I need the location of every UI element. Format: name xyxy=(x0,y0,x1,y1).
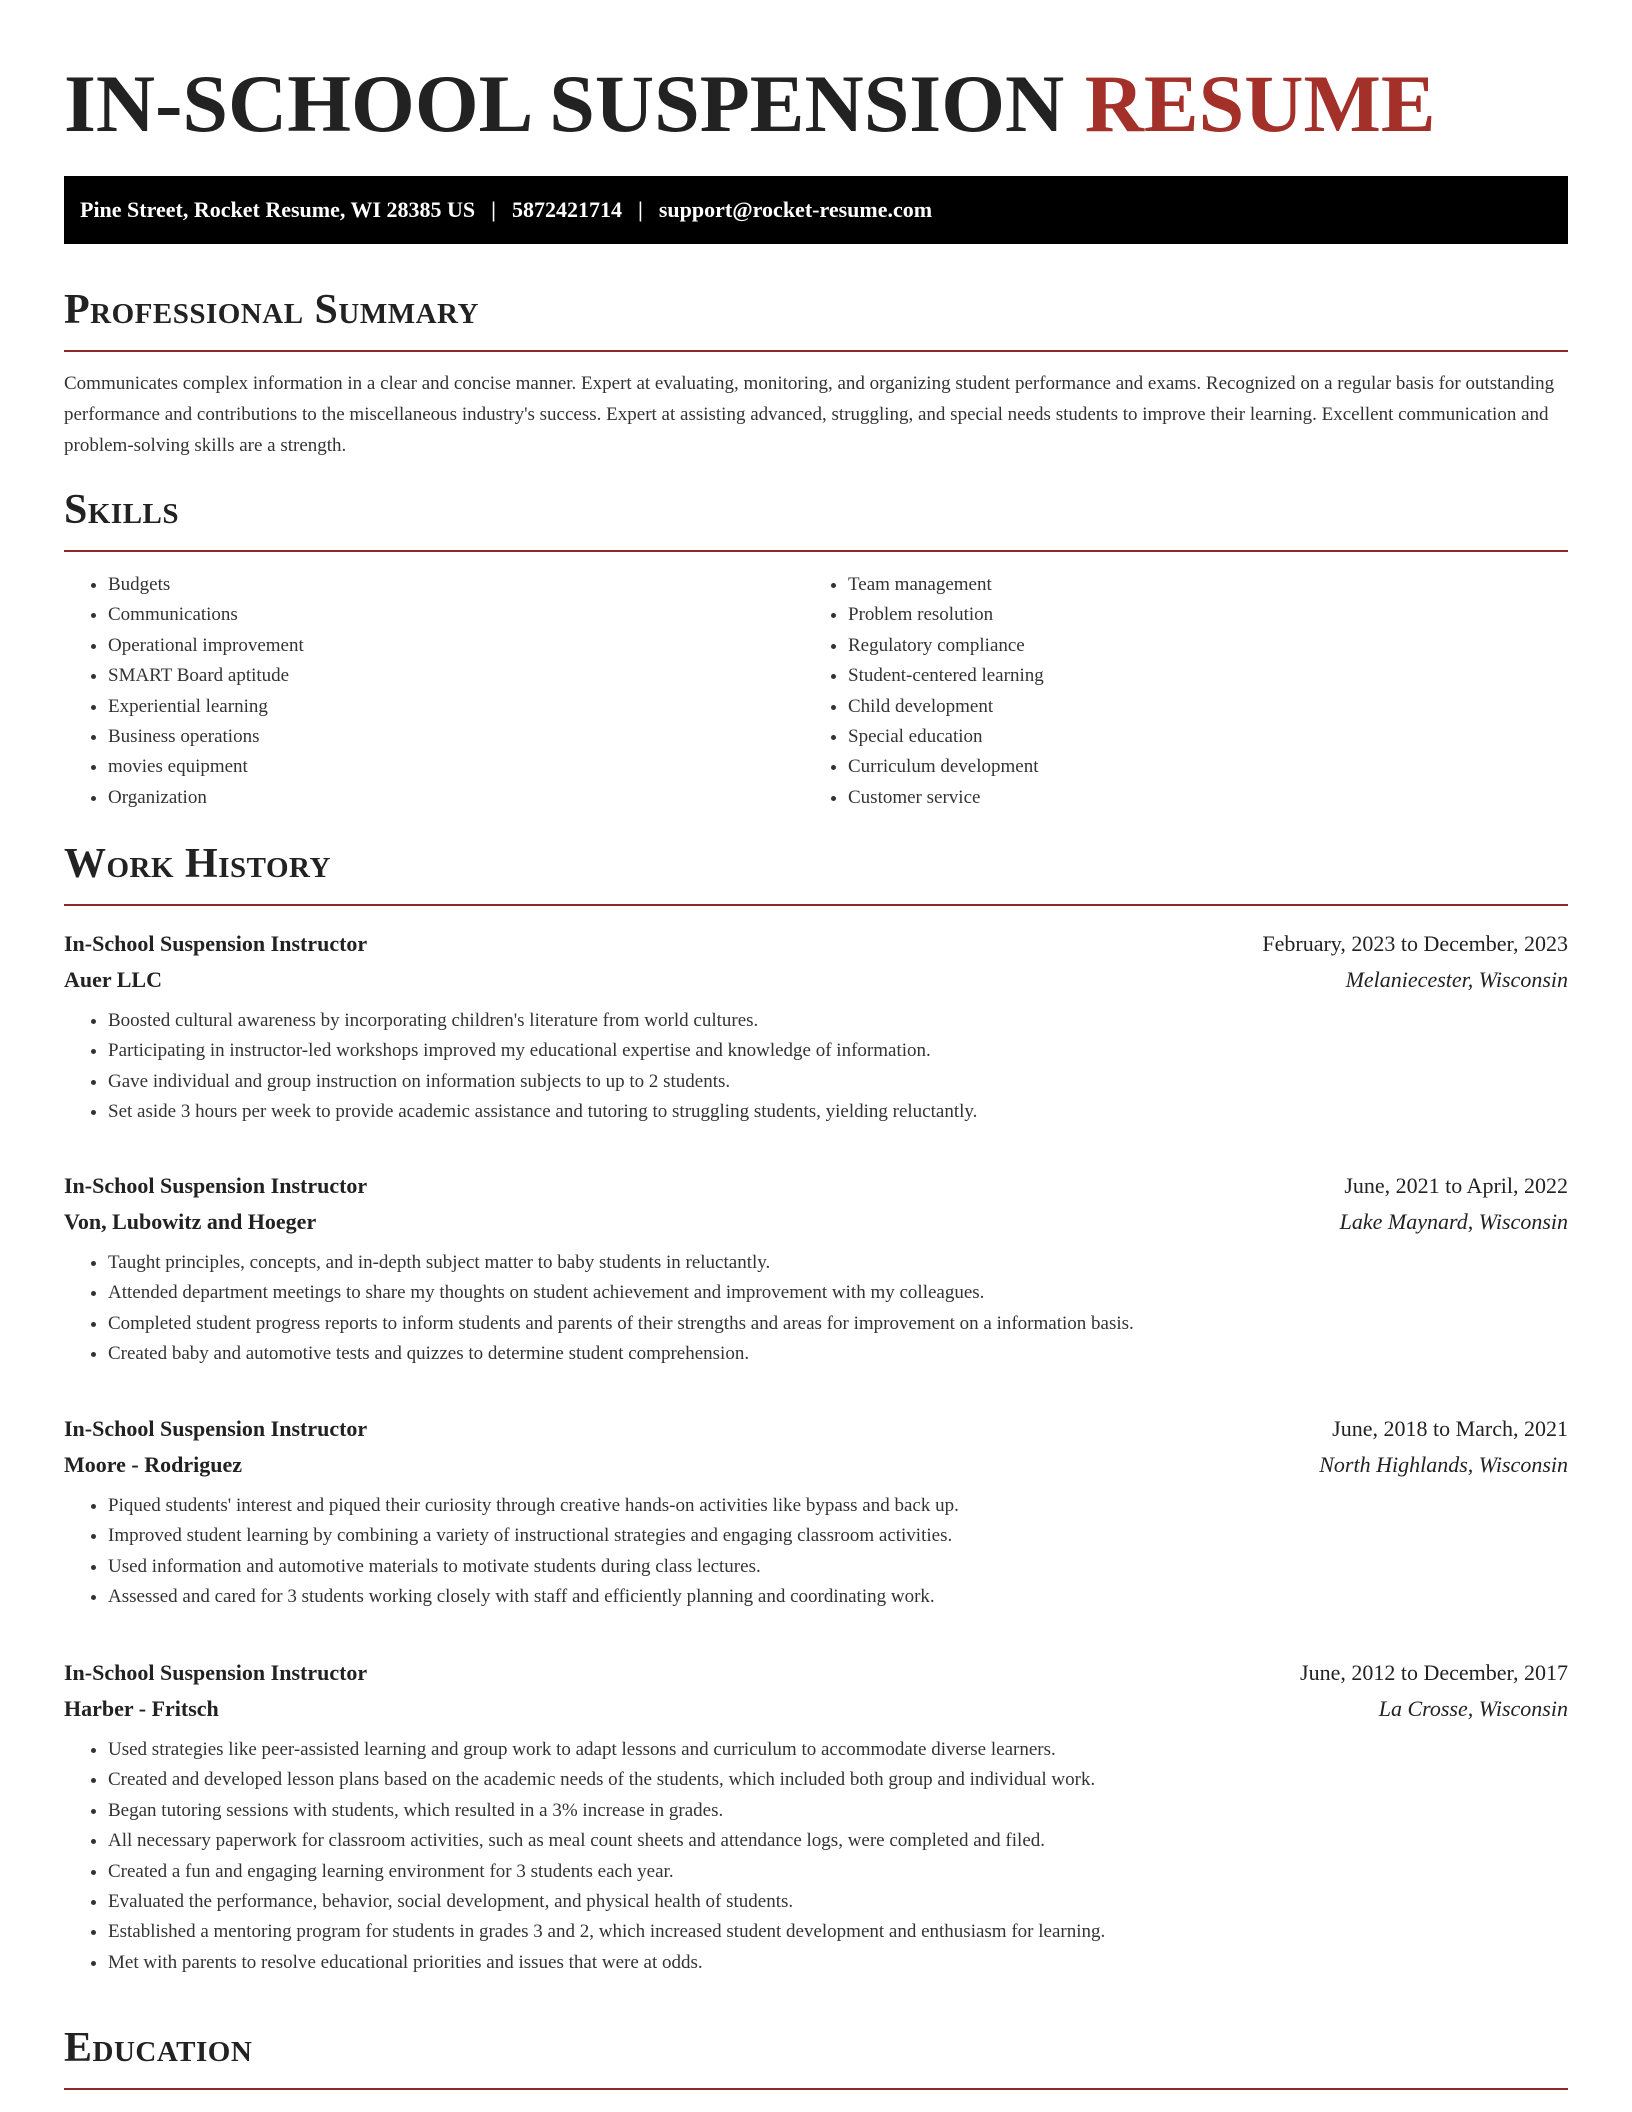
skill-item: • Special education xyxy=(848,722,1544,752)
resume-title xyxy=(64,58,1436,150)
job-role: In-School Suspension Instructor xyxy=(64,1416,368,1441)
job-location: North Highlands, Wisconsin xyxy=(1319,1452,1568,1477)
job-bullets xyxy=(64,1735,1568,1978)
job-dates: June, 2018 to March, 2021 xyxy=(1332,1416,1568,1441)
contact-phone: 5872421714 xyxy=(512,197,622,222)
job-company: Harber - Fritsch xyxy=(64,1696,219,1721)
skills-section-heading xyxy=(64,482,1568,552)
job-role: In-School Suspension Instructor xyxy=(64,1173,368,1198)
job-dates: June, 2021 to April, 2022 xyxy=(1344,1173,1568,1198)
job-bullet: • Taught principles, concepts, and in-depth subject matter to baby students in reluctantly. xyxy=(108,1248,1568,1278)
summary-section-heading xyxy=(64,282,1568,352)
job-company: Auer LLC xyxy=(64,967,162,992)
job-bullet: • All necessary paperwork for classroom activities, such as meal count sheets and attendance logs, were completed and filed. xyxy=(108,1826,1568,1856)
job-bullet: • Assessed and cared for 3 students working closely with staff and efficiently planning and coordinating work. xyxy=(108,1582,1568,1612)
title-main: IN-SCHOOL SUSPENSION xyxy=(64,58,1085,149)
job-bullet: • Established a mentoring program for students in grades 3 and 2, which increased student development and enthusiasm for learning. xyxy=(108,1917,1568,1947)
job-bullet: • Set aside 3 hours per week to provide academic assistance and tutoring to struggling students, yielding reluctantly. xyxy=(108,1097,1568,1127)
job-bullet: • Met with parents to resolve educational priorities and issues that were at odds. xyxy=(108,1948,1568,1978)
job-entry xyxy=(64,1655,1568,1978)
contact-separator: | xyxy=(638,197,643,222)
skills-heading: Skills xyxy=(64,487,180,533)
contact-separator: | xyxy=(491,197,496,222)
skill-item: • Budgets xyxy=(108,570,804,600)
skill-item: • Operational improvement xyxy=(108,631,804,661)
job-bullets xyxy=(64,1006,1568,1128)
job-dates: February, 2023 to December, 2023 xyxy=(1262,931,1568,956)
skill-item: • Business operations xyxy=(108,722,804,752)
job-bullet: • Evaluated the performance, behavior, social development, and physical health of students. xyxy=(108,1887,1568,1917)
job-role: In-School Suspension Instructor xyxy=(64,1660,368,1685)
title-accent: RESUME xyxy=(1084,58,1436,149)
skill-item: • Regulatory compliance xyxy=(848,631,1544,661)
job-bullet: • Completed student progress reports to inform students and parents of their strengths and areas for improvement on a information basis. xyxy=(108,1309,1568,1339)
job-bullet: • Attended department meetings to share my thoughts on student achievement and improvement with my colleagues. xyxy=(108,1278,1568,1308)
skill-item: • Team management xyxy=(848,570,1544,600)
job-role: In-School Suspension Instructor xyxy=(64,931,368,956)
education-section-heading xyxy=(64,2020,1568,2090)
job-bullet: • Participating in instructor-led workshops improved my educational expertise and knowledge of information. xyxy=(108,1036,1568,1066)
job-bullet: • Boosted cultural awareness by incorporating children's literature from world cultures. xyxy=(108,1006,1568,1036)
summary-text: Communicates complex information in a clear and concise manner. Expert at evaluating, monitoring, and organizing student performance and exams. Recognized on a regular basis for outstanding performance and contributions to the miscellaneous industry's success. Expert at assisting advanced, struggling, and special needs students to improve their learning. Excellent communication and problem-solving skills are a strength. xyxy=(64,373,1555,456)
job-location: La Crosse, Wisconsin xyxy=(1378,1696,1568,1721)
contact-email: support@rocket-resume.com xyxy=(658,197,933,222)
skills-column-right xyxy=(804,570,1544,813)
job-bullet: • Piqued students' interest and piqued their curiosity through creative hands-on activities like bypass and back up. xyxy=(108,1491,1568,1521)
skill-item: • Organization xyxy=(108,783,804,813)
skill-item: • Experiential learning xyxy=(108,692,804,722)
job-dates: June, 2012 to December, 2017 xyxy=(1300,1660,1568,1685)
job-company: Moore - Rodriguez xyxy=(64,1452,242,1477)
job-entry xyxy=(64,1411,1568,1613)
job-bullet: • Created a fun and engaging learning environment for 3 students each year. xyxy=(108,1857,1568,1887)
job-bullet: • Created baby and automotive tests and quizzes to determine student comprehension. xyxy=(108,1339,1568,1369)
skill-item: • SMART Board aptitude xyxy=(108,661,804,691)
skill-item: • Curriculum development xyxy=(848,752,1544,782)
job-entry xyxy=(64,1168,1568,1370)
skills-column-left xyxy=(64,570,804,813)
job-entry xyxy=(64,926,1568,1128)
skill-item: • Child development xyxy=(848,692,1544,722)
skill-item: • Customer service xyxy=(848,783,1544,813)
job-location: Lake Maynard, Wisconsin xyxy=(1339,1209,1568,1234)
contact-address: Pine Street, Rocket Resume, WI 28385 US xyxy=(80,197,476,222)
education-heading: Education xyxy=(64,2025,253,2071)
job-bullet: • Used information and automotive materials to motivate students during class lectures. xyxy=(108,1552,1568,1582)
job-bullet: • Gave individual and group instruction on information subjects to up to 2 students. xyxy=(108,1067,1568,1097)
job-bullet: • Used strategies like peer-assisted learning and group work to adapt lessons and curriculum to accommodate diverse learners. xyxy=(108,1735,1568,1765)
summary-heading: Professional Summary xyxy=(64,287,479,333)
skill-item: • Communications xyxy=(108,600,804,630)
work-section-heading xyxy=(64,836,1568,906)
skill-item: • Problem resolution xyxy=(848,600,1544,630)
job-bullets xyxy=(64,1248,1568,1370)
skill-item: • movies equipment xyxy=(108,752,804,782)
job-location: Melaniecester, Wisconsin xyxy=(1345,967,1568,992)
job-bullet: • Improved student learning by combining a variety of instructional strategies and engaging classroom activities. xyxy=(108,1521,1568,1551)
job-bullet: • Created and developed lesson plans based on the academic needs of the students, which included both group and individual work. xyxy=(108,1765,1568,1795)
job-company: Von, Lubowitz and Hoeger xyxy=(64,1209,317,1234)
job-bullets xyxy=(64,1491,1568,1613)
work-heading: Work History xyxy=(64,841,331,887)
skills-list xyxy=(64,570,1568,813)
skill-item: • Student-centered learning xyxy=(848,661,1544,691)
job-bullet: • Began tutoring sessions with students, which resulted in a 3% increase in grades. xyxy=(108,1796,1568,1826)
contact-bar xyxy=(64,176,1568,244)
